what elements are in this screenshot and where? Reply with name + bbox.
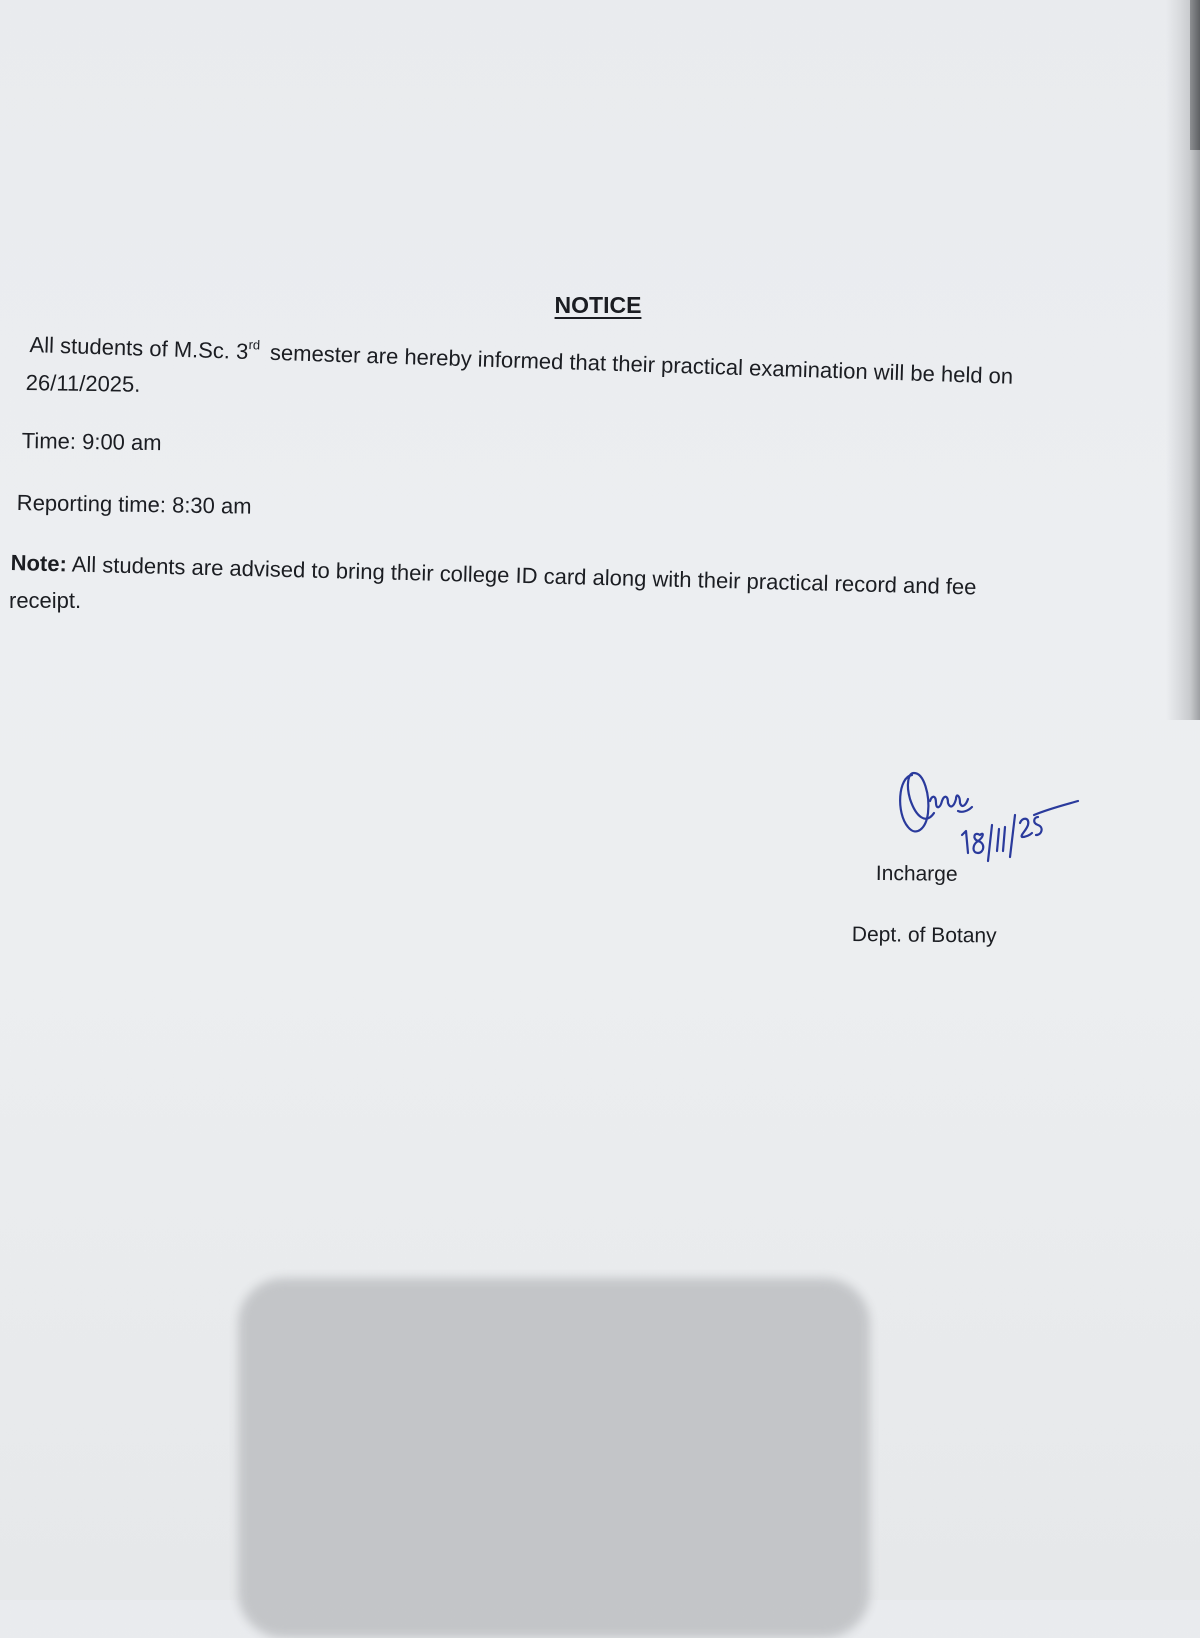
paper-edge-shadow bbox=[1190, 0, 1200, 150]
intro-superscript: rd bbox=[248, 337, 261, 353]
intro-text-part2: semester are hereby informed that their practical examination will be held on bbox=[263, 339, 1014, 389]
exam-date: 26/11/2025. bbox=[25, 370, 141, 397]
intro-line-1 bbox=[29, 332, 1013, 390]
intro-text-part1: All students of M.Sc. 3 bbox=[29, 332, 249, 365]
note-line-2: receipt. bbox=[9, 588, 82, 613]
reporting-time: Reporting time: 8:30 am bbox=[16, 490, 252, 519]
signatory-designation: Incharge bbox=[875, 862, 958, 886]
note-label: Note: bbox=[10, 550, 68, 577]
notice-title-text: NOTICE bbox=[554, 292, 642, 318]
notice-title bbox=[0, 292, 1200, 319]
department-name: Dept. of Botany bbox=[851, 923, 997, 948]
exam-time: Time: 9:00 am bbox=[21, 428, 162, 456]
note-text-1: All students are advised to bring their college ID card along with their practical record and fee bbox=[66, 551, 977, 600]
camera-shadow bbox=[238, 1278, 870, 1638]
note-line-1 bbox=[10, 550, 976, 600]
